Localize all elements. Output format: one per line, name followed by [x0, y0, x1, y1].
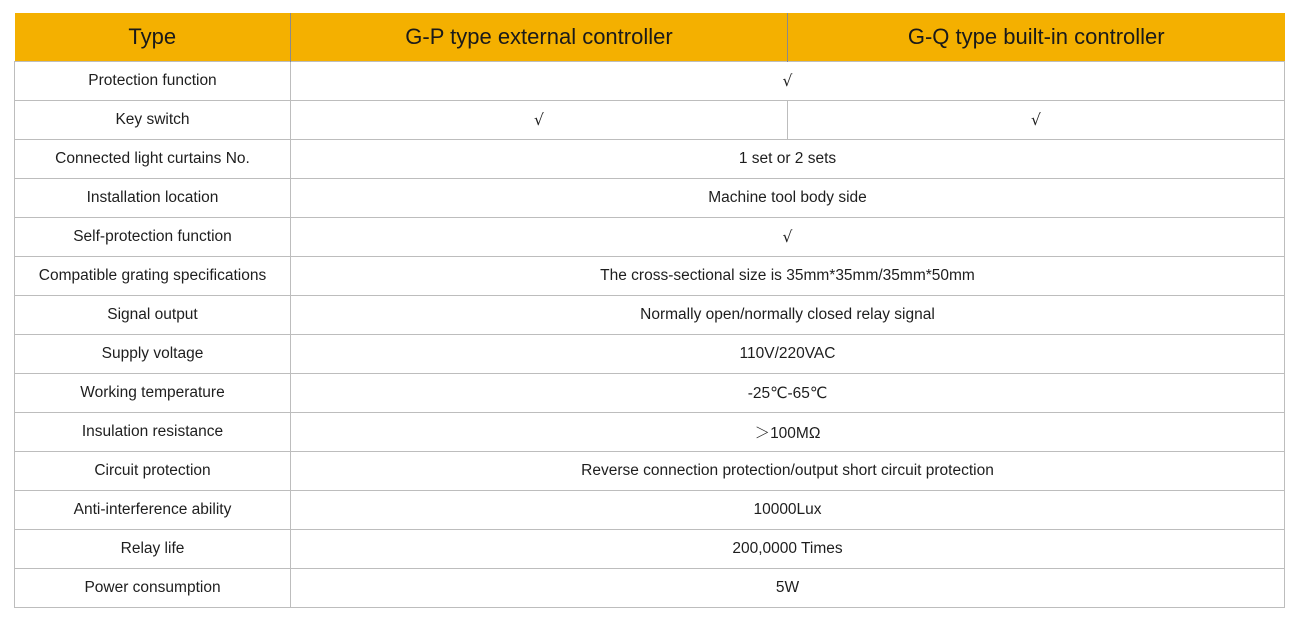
row-label: Compatible grating specifications — [15, 257, 291, 296]
header-gp-controller: G-P type external controller — [291, 13, 788, 62]
row-value: The cross-sectional size is 35mm*35mm/35mm*50mm — [291, 257, 1285, 296]
row-value: Machine tool body side — [291, 179, 1285, 218]
row-value: 110V/220VAC — [291, 335, 1285, 374]
row-working-temperature — [15, 374, 1285, 413]
row-value: 1 set or 2 sets — [291, 140, 1285, 179]
row-label: Supply voltage — [15, 335, 291, 374]
row-value: ＞100MΩ — [291, 413, 1285, 452]
header-row — [15, 13, 1285, 62]
row-protection-function — [15, 62, 1285, 101]
row-relay-life — [15, 530, 1285, 569]
row-label: Self-protection function — [15, 218, 291, 257]
row-label: Working temperature — [15, 374, 291, 413]
row-anti-interference — [15, 491, 1285, 530]
spec-table — [14, 13, 1285, 608]
row-label: Circuit protection — [15, 452, 291, 491]
row-value: 5W — [291, 569, 1285, 608]
row-insulation-resistance — [15, 413, 1285, 452]
row-value: -25℃-65℃ — [291, 374, 1285, 413]
row-value-gq-check: √ — [788, 101, 1285, 140]
row-value: 200,0000 Times — [291, 530, 1285, 569]
row-label: Relay life — [15, 530, 291, 569]
row-label: Anti-interference ability — [15, 491, 291, 530]
row-circuit-protection — [15, 452, 1285, 491]
row-power-consumption — [15, 569, 1285, 608]
row-label: Key switch — [15, 101, 291, 140]
row-self-protection-function — [15, 218, 1285, 257]
row-value: Normally open/normally closed relay signal — [291, 296, 1285, 335]
row-label: Power consumption — [15, 569, 291, 608]
row-label: Insulation resistance — [15, 413, 291, 452]
header-type: Type — [15, 13, 291, 62]
row-key-switch — [15, 101, 1285, 140]
row-value-gp-check: √ — [291, 101, 788, 140]
row-label: Installation location — [15, 179, 291, 218]
row-supply-voltage — [15, 335, 1285, 374]
row-label: Connected light curtains No. — [15, 140, 291, 179]
row-value-check: √ — [291, 62, 1285, 101]
header-gq-controller: G-Q type built-in controller — [788, 13, 1285, 62]
row-installation-location — [15, 179, 1285, 218]
row-label: Protection function — [15, 62, 291, 101]
row-signal-output — [15, 296, 1285, 335]
row-value-check: √ — [291, 218, 1285, 257]
row-grating-specifications — [15, 257, 1285, 296]
row-label: Signal output — [15, 296, 291, 335]
row-value: 10000Lux — [291, 491, 1285, 530]
row-connected-light-curtains — [15, 140, 1285, 179]
row-value: Reverse connection protection/output short circuit protection — [291, 452, 1285, 491]
